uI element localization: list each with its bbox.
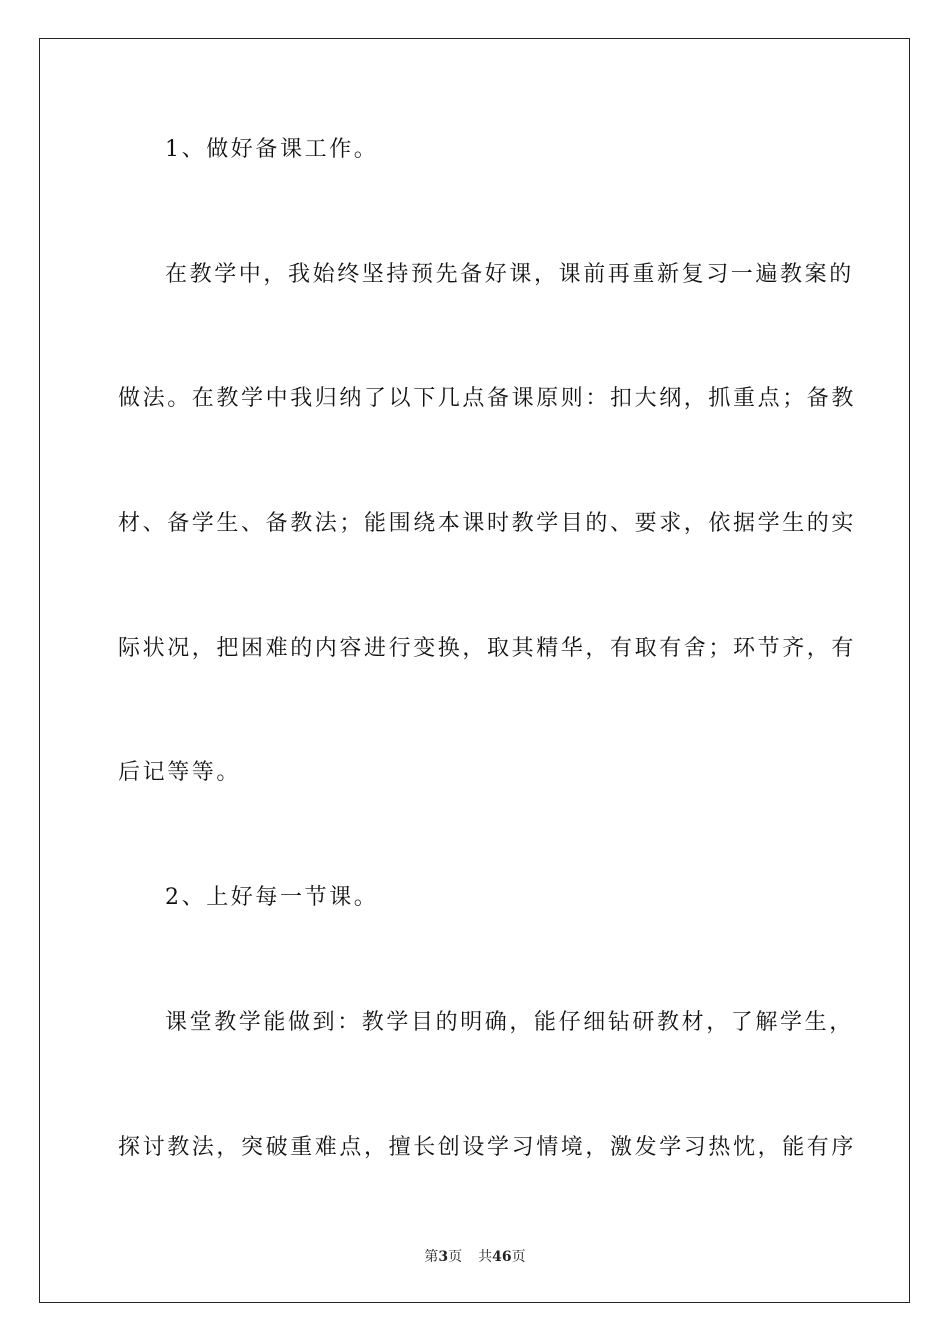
total-pages: 46: [492, 1249, 512, 1265]
paragraph-line: 课堂教学能做到：教学目的明确，能仔细钻研教材，了解学生，: [165, 1010, 854, 1035]
paragraph-line: 做法。在教学中我归纳了以下几点备课原则：扣大纲，抓重点；备教: [118, 386, 857, 411]
paragraph-line: 后记等等。: [118, 760, 242, 785]
page-footer: [0, 1247, 950, 1267]
page-prefix: 第: [424, 1249, 439, 1265]
paragraph-line: 材、备学生、备教法；能围绕本课时教学目的、要求，依据学生的实: [118, 511, 857, 536]
paragraph-line: 际状况，把困难的内容进行变换，取其精华，有取有舍；环节齐，有: [118, 636, 857, 661]
total-prefix: 共: [478, 1249, 493, 1265]
page-suffix: 页: [448, 1249, 463, 1265]
section-heading-1: 1、做好备课工作。: [165, 137, 379, 162]
paragraph-line: 在教学中，我始终坚持预先备好课，课前再重新复习一遍教案的: [165, 262, 854, 287]
page-number: 3: [438, 1249, 449, 1265]
page-frame: [39, 38, 910, 1303]
paragraph-line: 探讨教法，突破重难点，擅长创设学习情境，激发学习热忱，能有序: [118, 1135, 857, 1160]
section-heading-2: 2、上好每一节课。: [165, 885, 379, 910]
total-suffix: 页: [511, 1249, 526, 1265]
